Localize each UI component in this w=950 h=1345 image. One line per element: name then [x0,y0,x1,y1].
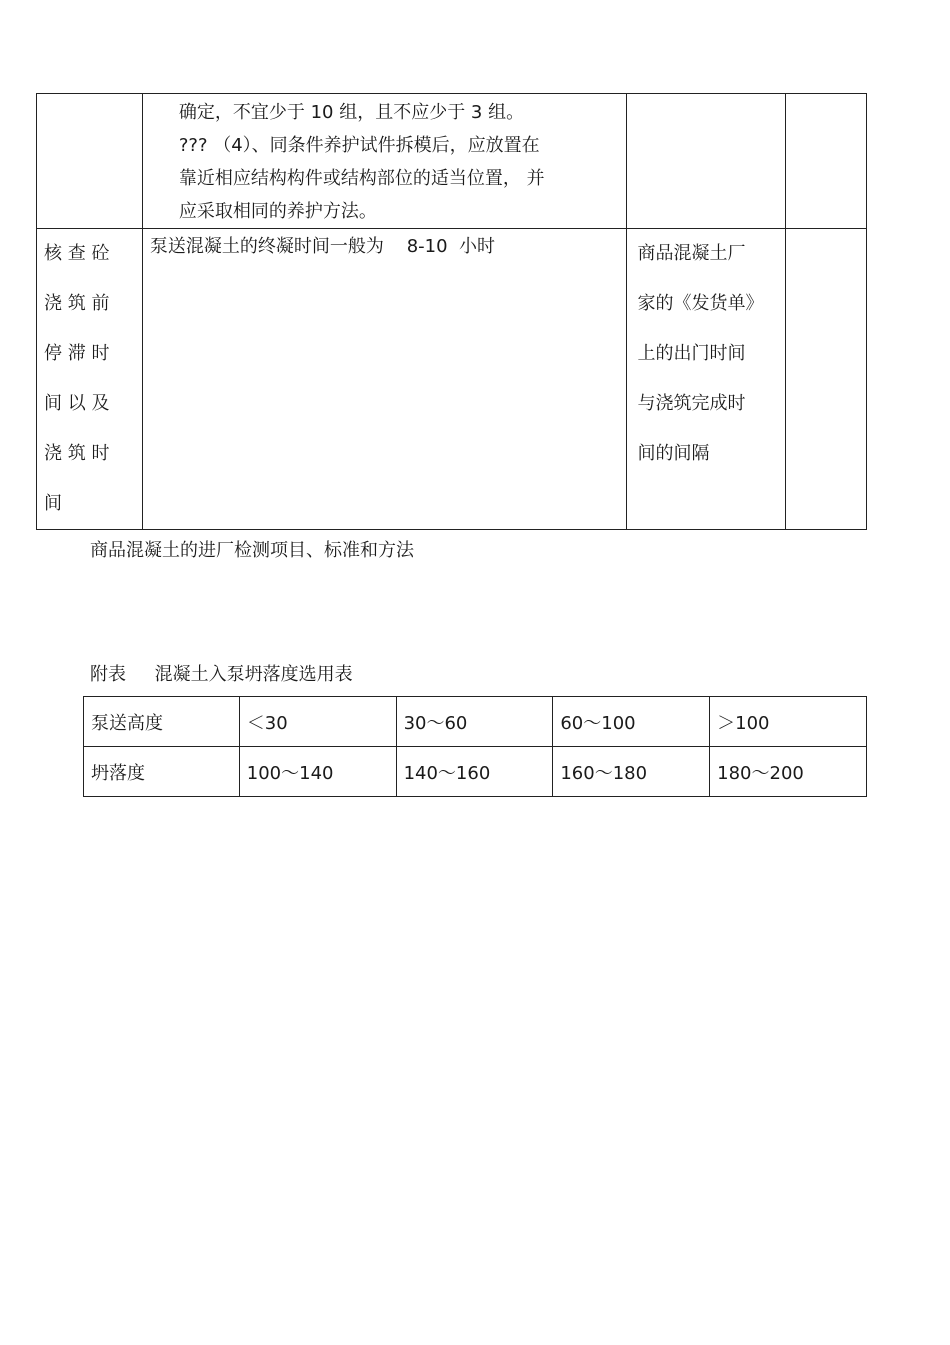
remark-cell [786,94,867,229]
item-label: 核 查 砼 浇 筑 前 停 滞 时 间 以 及 浇 筑 时 间 [44,243,110,514]
content-cell [142,229,627,530]
content-text: 泵送混凝土的终凝时间一般为 8-10 小时 [149,236,496,257]
table-cell: 坍落度 [84,747,240,797]
table-row [37,229,867,530]
content-line: 确定，不宜少于 10 组，且不应少于 3 组。 [178,102,525,123]
section-heading: 商品混凝土的进厂检测项目、标准和方法 [90,540,414,561]
table-cell: 160～180 [553,747,710,797]
inspection-table [36,93,867,530]
method-label: 商品混凝土厂 家的《发货单》 上的出门时间 与浇筑完成时 间的间隔 [637,243,764,464]
item-cell [37,94,143,229]
content-cell [142,94,627,229]
slump-table [83,696,867,797]
item-cell [37,229,143,530]
remark-cell [786,229,867,530]
appendix-title: 附表 混凝土入泵坍落度选用表 [90,664,353,685]
table-row [84,697,867,747]
content-line: ??? （4）、同条件养护试件拆模后，应放置在 [178,135,540,156]
table-cell: 60～100 [553,697,710,747]
method-cell [627,229,786,530]
table-cell: 140～160 [396,747,553,797]
table-cell: ＞100 [710,697,867,747]
table-row [37,94,867,229]
table-cell: ＜30 [239,697,396,747]
table-cell: 180～200 [710,747,867,797]
method-cell [627,94,786,229]
content-line: 靠近相应结构构件或结构部位的适当位置， 并 [178,168,545,189]
content-line: 应采取相同的养护方法。 [178,201,377,222]
table-row [84,747,867,797]
table-cell: 泵送高度 [84,697,240,747]
table-cell: 100～140 [239,747,396,797]
table-cell: 30～60 [396,697,553,747]
